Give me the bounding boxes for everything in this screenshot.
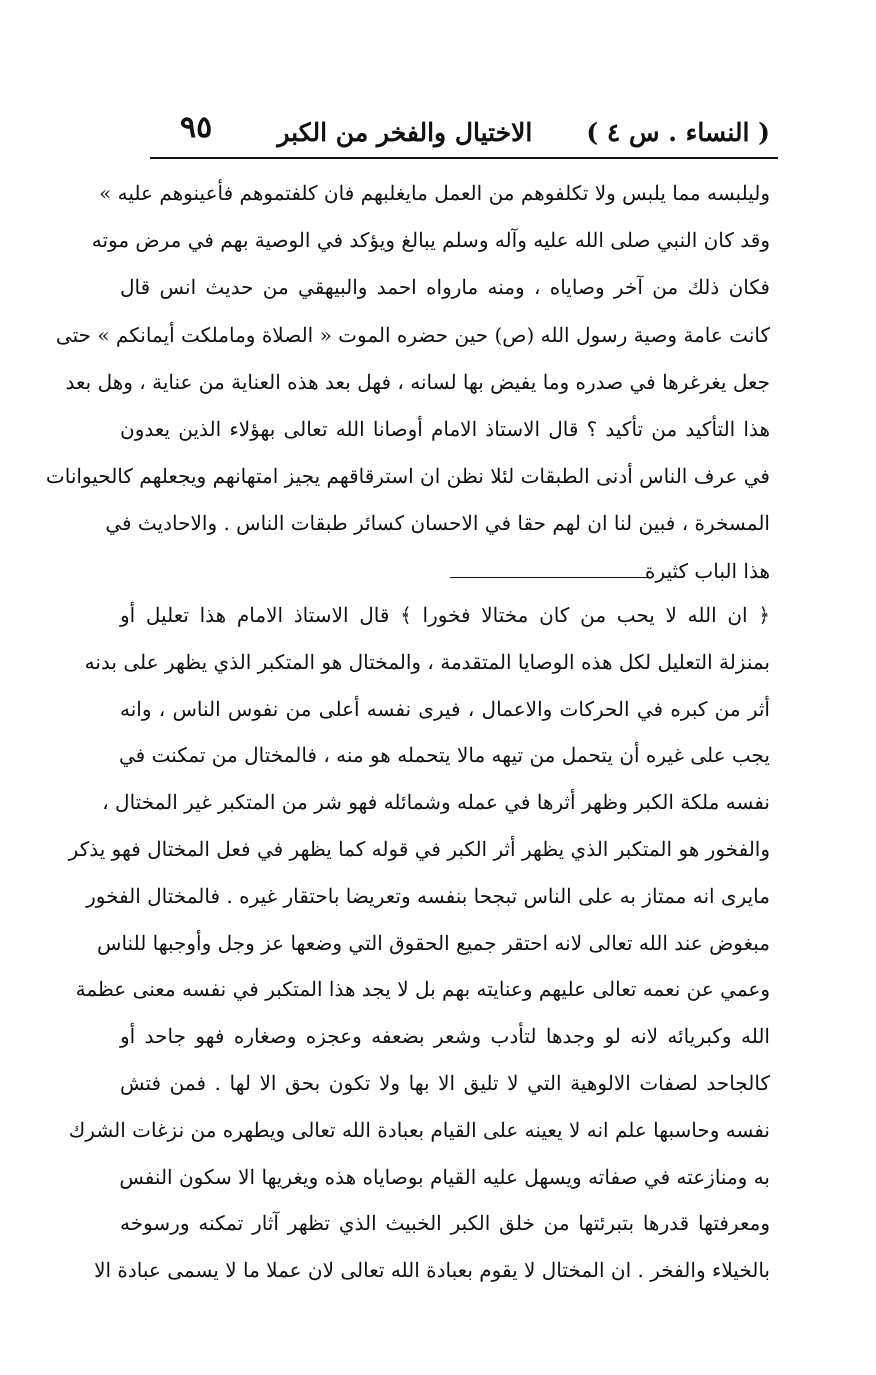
page-title: الاختيال والفخر من الكبر [277,117,533,147]
text-line: كانت عامة وصية رسول الله (ص) حين حضره الموت « الصلاة وماملكت أيمانكم » حتى [55,322,770,347]
text-line: ﴿ ان الله لا يحب من كان مختالا فخورا ﴾ قال الاستاذ الامام هذا تعليل أو [120,603,770,627]
text-line: ومعرفتها قدرها بتبرئتها من خلق الكبر الخبيث الذي تظهر آثار تمكنه ورسوخه [120,1211,770,1236]
text-line: به ومنازعته في صفاته ويسهل عليه القيام بوصاياه هذه ويغريها الا سكون النفس [119,1164,770,1189]
page-header [150,108,770,156]
paragraph-1 [45,170,770,595]
page-number: ٩٥ [180,110,213,145]
text-line: الله وكبريائه لانه لو وجدها لتأدب وشعر بضعفه وعجزه وصغاره فهو جاحد أو [120,1024,770,1049]
text-line: والفخور هو المتكبر الذي يظهر أثر الكبر في قوله كما يظهر في فعل المختال فهو يذكر [68,836,770,861]
text-line: وعمي عن نعمه تعالى عليهم وعنايته بهم بل لا يجد هذا المتكبر في نفسه معنى عظمة [75,977,770,1002]
text-line: هذا التأكيد من تأكيد ؟ قال الاستاذ الامام أوصانا الله تعالى بهؤلاء الذين يعدون [120,416,770,441]
text-line: مبغوض عند الله تعالى لانه احتقر جميع الحقوق التي وضعها عز وجل وأوجبها للناس [97,930,770,955]
text-line: وليلبسه مما يلبس ولا تكلفوهم من العمل مايغلبهم فان كلفتموهم فأعينوهم عليه » [99,181,770,205]
header-rule [150,157,778,159]
text-line: مايرى انه ممتاز به على الناس تبجحا بنفسه وتعريضا باحتقار غيره . فالمختال الفخور [86,883,770,908]
text-line: نفسه وحاسبها علم انه لا يعينه على القيام بعبادة الله تعالى ويطهره من نزغات الشرك [68,1117,770,1142]
section-divider [450,577,650,578]
text-line: فكان ذلك من آخر وصاياه ، ومنه مارواه احمد والبيهقي من حديث انس قال [120,275,770,300]
text-line: يجب على غيره أن يتحمل من تيهه مالا يتحمله هو منه ، فالمختال من تمكنت في [119,743,770,768]
text-line: نفسه ملكة الكبر وظهر أثرها في عمله وشمائله فهو شر من المتكبر غير المختال ، [102,790,770,815]
text-line: المسخرة ، فبين لنا ان لهم حقا في الاحسان كسائر طبقات الناس . والاحاديث في [105,511,770,536]
text-line: هذا الباب كثيرة [644,558,770,583]
paragraph-2 [68,592,770,1294]
text-line: وقد كان النبي صلى الله عليه وآله وسلم يبالغ ويؤكد في الوصية بهم في مرض موته [91,228,770,253]
text-line: جعل يغرغرها في صدره وما يفيض بها لسانه ، فهل بعد هذه العناية من عناية ، وهل بعد [65,369,770,394]
text-line: في عرف الناس أدنى الطبقات لئلا نظن ان استرقاقهم يجيز امتهانهم ويجعلهم كالحيوانات [45,464,770,489]
text-line: بالخيلاء والفخر . ان المختال لا يقوم بعبادة الله تعالى لان عملا ما لا يسمى عبادة الا [94,1258,770,1283]
section-reference: ( النساء . س ٤ ) [586,117,770,147]
text-line: كالجاحد لصفات الالوهية التي لا تليق الا بها ولا تكون بحق الا لها . فمن فتش [120,1070,770,1095]
text-line: بمنزلة التعليل لكل هذه الوصايا المتقدمة ، والمختال هو المتكبر الذي يظهر على بدنه [84,649,770,674]
text-line: أثر من كبره في الحركات والاعمال ، فيرى نفسه أعلى من نفوس الناس ، وانه [120,696,770,721]
